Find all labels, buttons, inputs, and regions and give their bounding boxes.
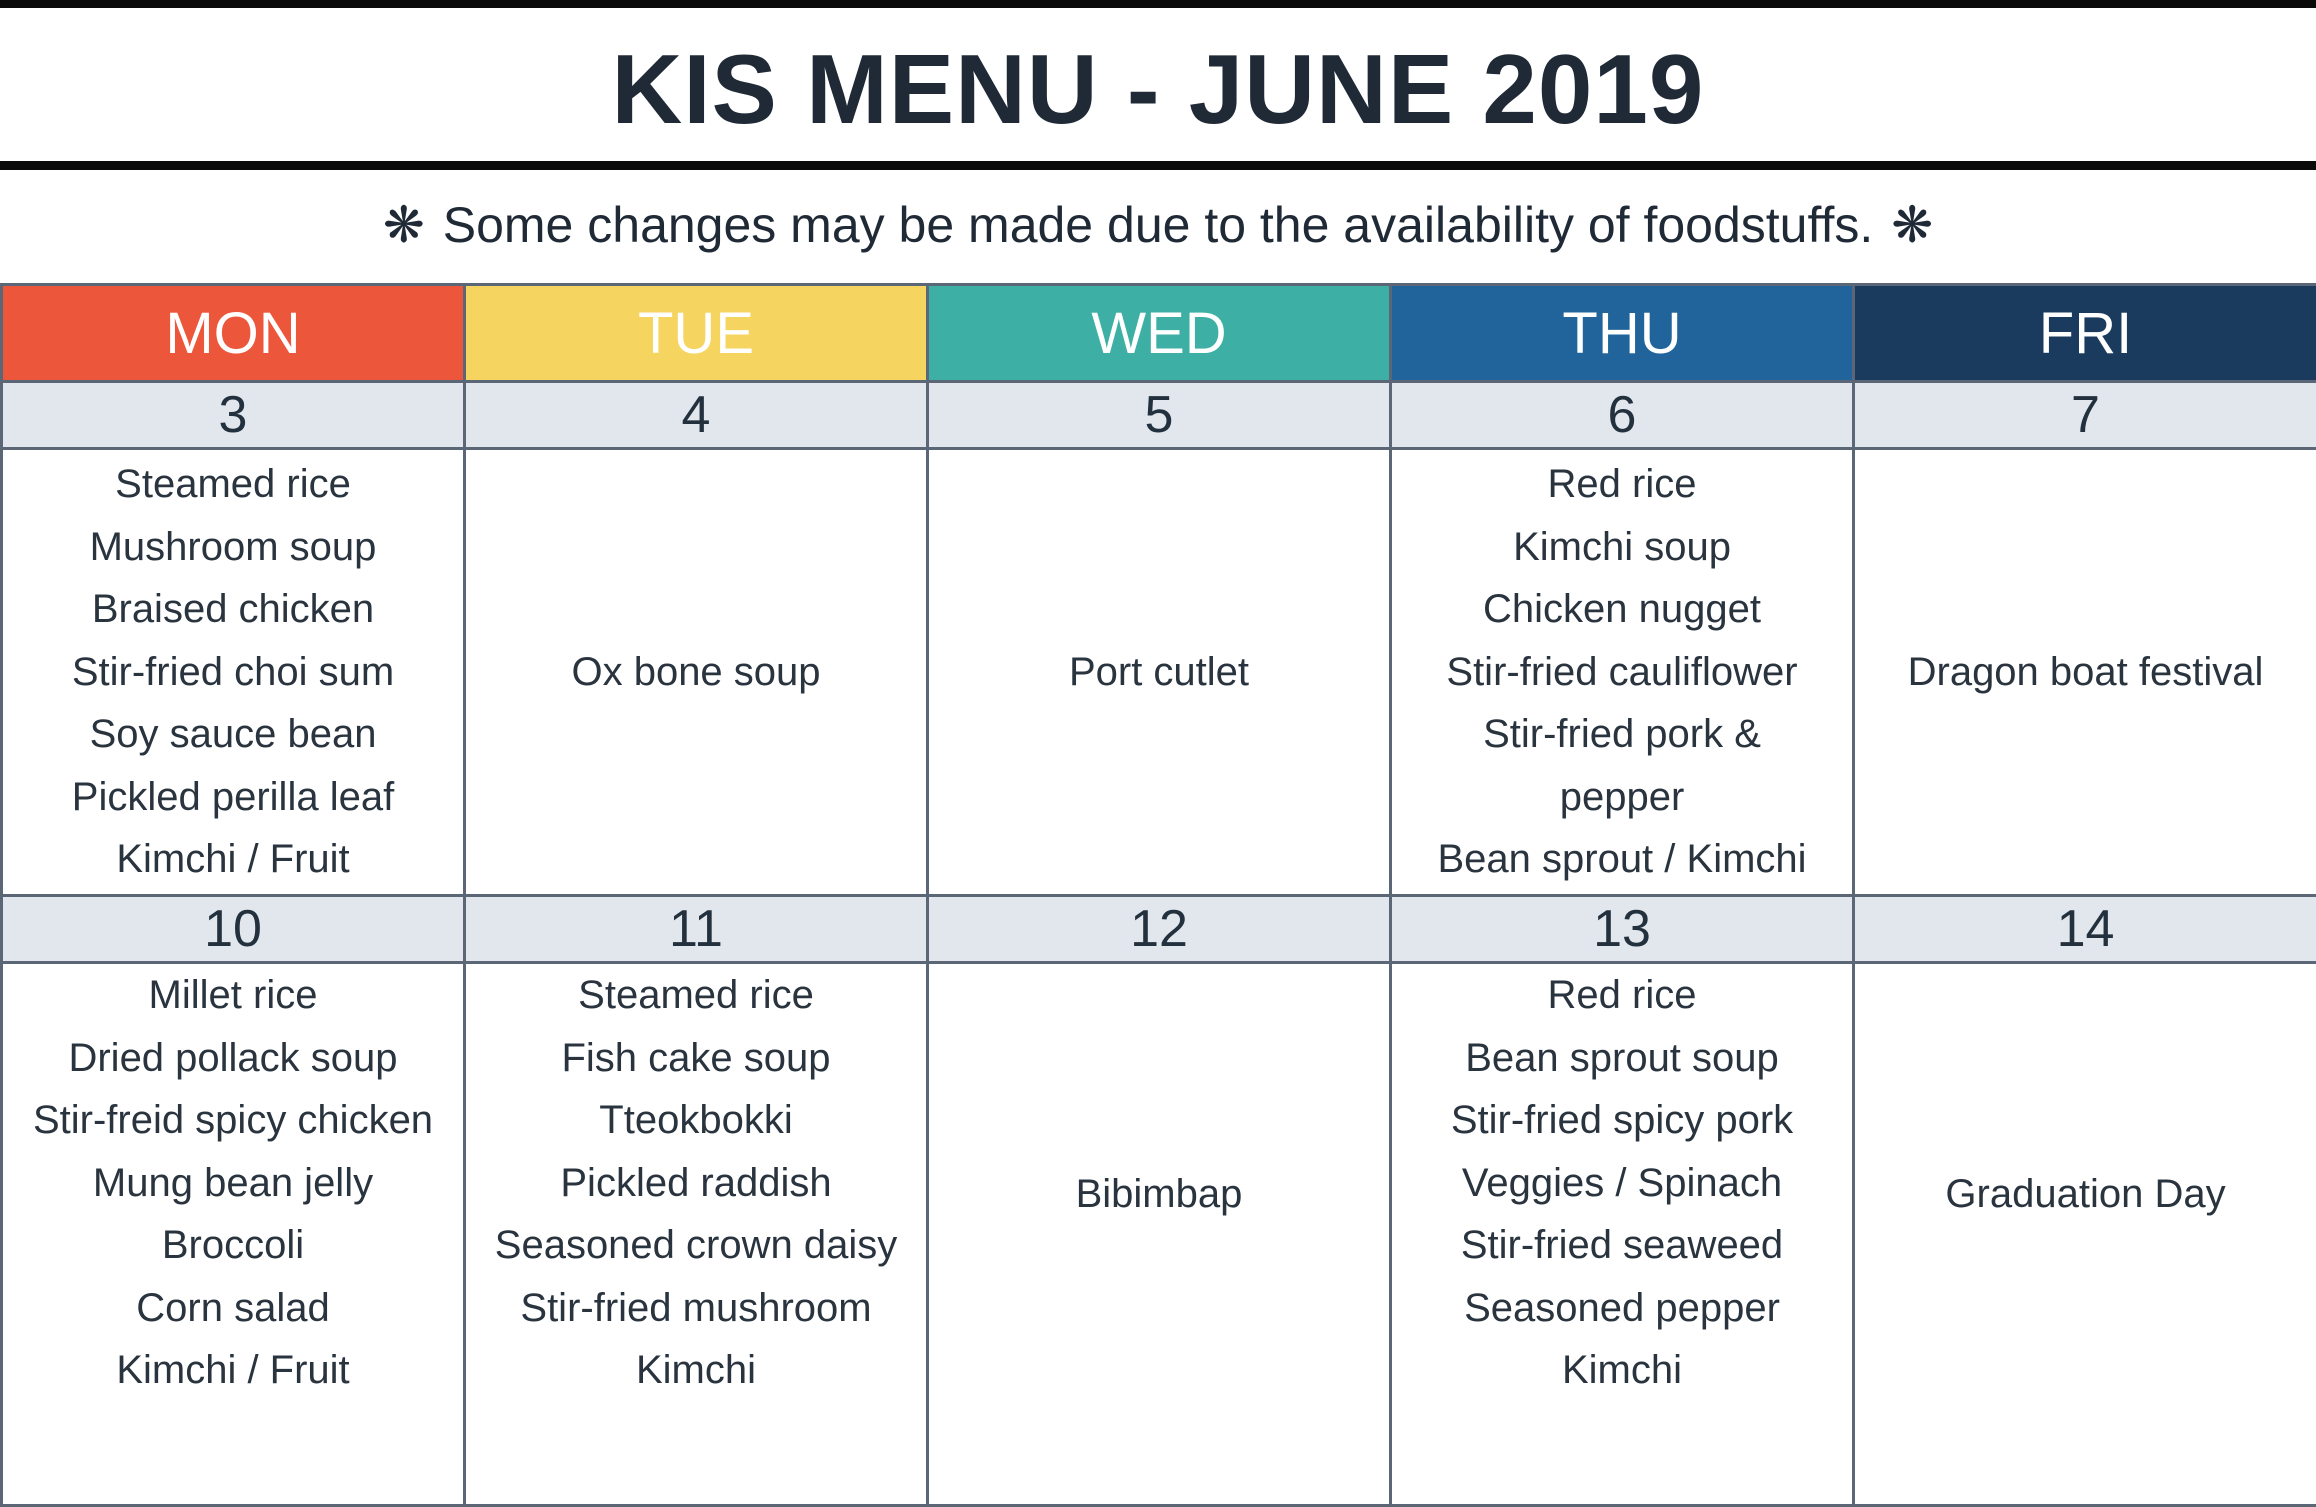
weekday-header-fri: FRI [1854, 285, 2316, 382]
menu-cell-fri [1854, 963, 2316, 1506]
menu-item: Soy sauce bean [3, 703, 463, 766]
menu-item: Kimchi [1392, 1339, 1852, 1402]
date-cell-mon: 3 [2, 382, 465, 449]
menu-item: Stir-fried seaweed [1392, 1214, 1852, 1277]
menu-item: Fish cake soup [466, 1027, 926, 1090]
menu-item: Veggies / Spinach [1392, 1152, 1852, 1215]
menu-item: Braised chicken [3, 578, 463, 641]
menu-item: Graduation Day [1855, 1163, 2316, 1226]
menu-item: Dragon boat festival [1855, 641, 2316, 704]
menu-item: Stir-fried choi sum [3, 641, 463, 704]
menu-item: Corn salad [3, 1277, 463, 1340]
date-row [2, 896, 2316, 963]
menu-item: Steamed rice [3, 453, 463, 516]
menu-item: Stir-fried mushroom [466, 1277, 926, 1340]
menu-cell-thu [1391, 963, 1854, 1506]
menu-item: Seasoned pepper [1392, 1277, 1852, 1340]
top-rule [0, 0, 2316, 8]
menu-row [2, 963, 2316, 1506]
menu-item: Pickled raddish [466, 1152, 926, 1215]
menu-item: Bean sprout / Kimchi [1392, 828, 1852, 891]
menu-item: Pickled perilla leaf [3, 766, 463, 829]
weekday-header-tue: TUE [465, 285, 928, 382]
date-cell-tue: 11 [465, 896, 928, 963]
menu-item: Broccoli [3, 1214, 463, 1277]
date-cell-wed: 12 [928, 896, 1391, 963]
menu-item: Kimchi [466, 1339, 926, 1402]
menu-item: Stir-fried spicy pork [1392, 1089, 1852, 1152]
menu-item: Mushroom soup [3, 516, 463, 579]
menu-item: Chicken nugget [1392, 578, 1852, 641]
menu-cell-thu [1391, 449, 1854, 896]
menu-item: Dried pollack soup [3, 1027, 463, 1090]
menu-item: Seasoned crown daisy [466, 1214, 926, 1277]
date-row [2, 382, 2316, 449]
menu-item: Bean sprout soup [1392, 1027, 1852, 1090]
title-rule [0, 161, 2316, 170]
menu-item: Ox bone soup [466, 641, 926, 704]
menu-item: Kimchi / Fruit [3, 1339, 463, 1402]
menu-item: Stir-fried pork & [1392, 703, 1852, 766]
menu-item: Stir-freid spicy chicken [3, 1089, 463, 1152]
menu-table [0, 283, 2316, 1507]
date-cell-thu: 13 [1391, 896, 1854, 963]
menu-row [2, 449, 2316, 896]
date-cell-thu: 6 [1391, 382, 1854, 449]
asterisk-icon: ❋ [383, 196, 425, 254]
menu-item: Red rice [1392, 453, 1852, 516]
menu-item: Stir-fried cauliflower [1392, 641, 1852, 704]
date-cell-fri: 7 [1854, 382, 2316, 449]
menu-cell-mon [2, 449, 465, 896]
menu-body [2, 382, 2316, 1506]
menu-cell-tue [465, 963, 928, 1506]
weekday-header-wed: WED [928, 285, 1391, 382]
page-title: KIS MENU - JUNE 2019 [0, 14, 2316, 164]
menu-cell-wed [928, 449, 1391, 896]
date-cell-wed: 5 [928, 382, 1391, 449]
menu-item: Mung bean jelly [3, 1152, 463, 1215]
menu-item: Steamed rice [466, 964, 926, 1027]
date-cell-tue: 4 [465, 382, 928, 449]
menu-item: Port cutlet [929, 641, 1389, 704]
notice [0, 188, 2316, 263]
weekday-header-row [2, 285, 2316, 382]
menu-item: Kimchi soup [1392, 516, 1852, 579]
menu-item: Bibimbap [929, 1163, 1389, 1226]
date-cell-fri: 14 [1854, 896, 2316, 963]
menu-cell-wed [928, 963, 1391, 1506]
menu-item: Tteokbokki [466, 1089, 926, 1152]
weekday-header-thu: THU [1391, 285, 1854, 382]
menu-item: Kimchi / Fruit [3, 828, 463, 891]
menu-item: Millet rice [3, 964, 463, 1027]
menu-item: pepper [1392, 766, 1852, 829]
menu-cell-mon [2, 963, 465, 1506]
notice-text: Some changes may be made due to the availability of foodstuffs. [443, 197, 1874, 253]
menu-item: Red rice [1392, 964, 1852, 1027]
date-cell-mon: 10 [2, 896, 465, 963]
menu-cell-tue [465, 449, 928, 896]
menu-cell-fri [1854, 449, 2316, 896]
weekday-header-mon: MON [2, 285, 465, 382]
asterisk-icon: ❋ [1891, 196, 1933, 254]
